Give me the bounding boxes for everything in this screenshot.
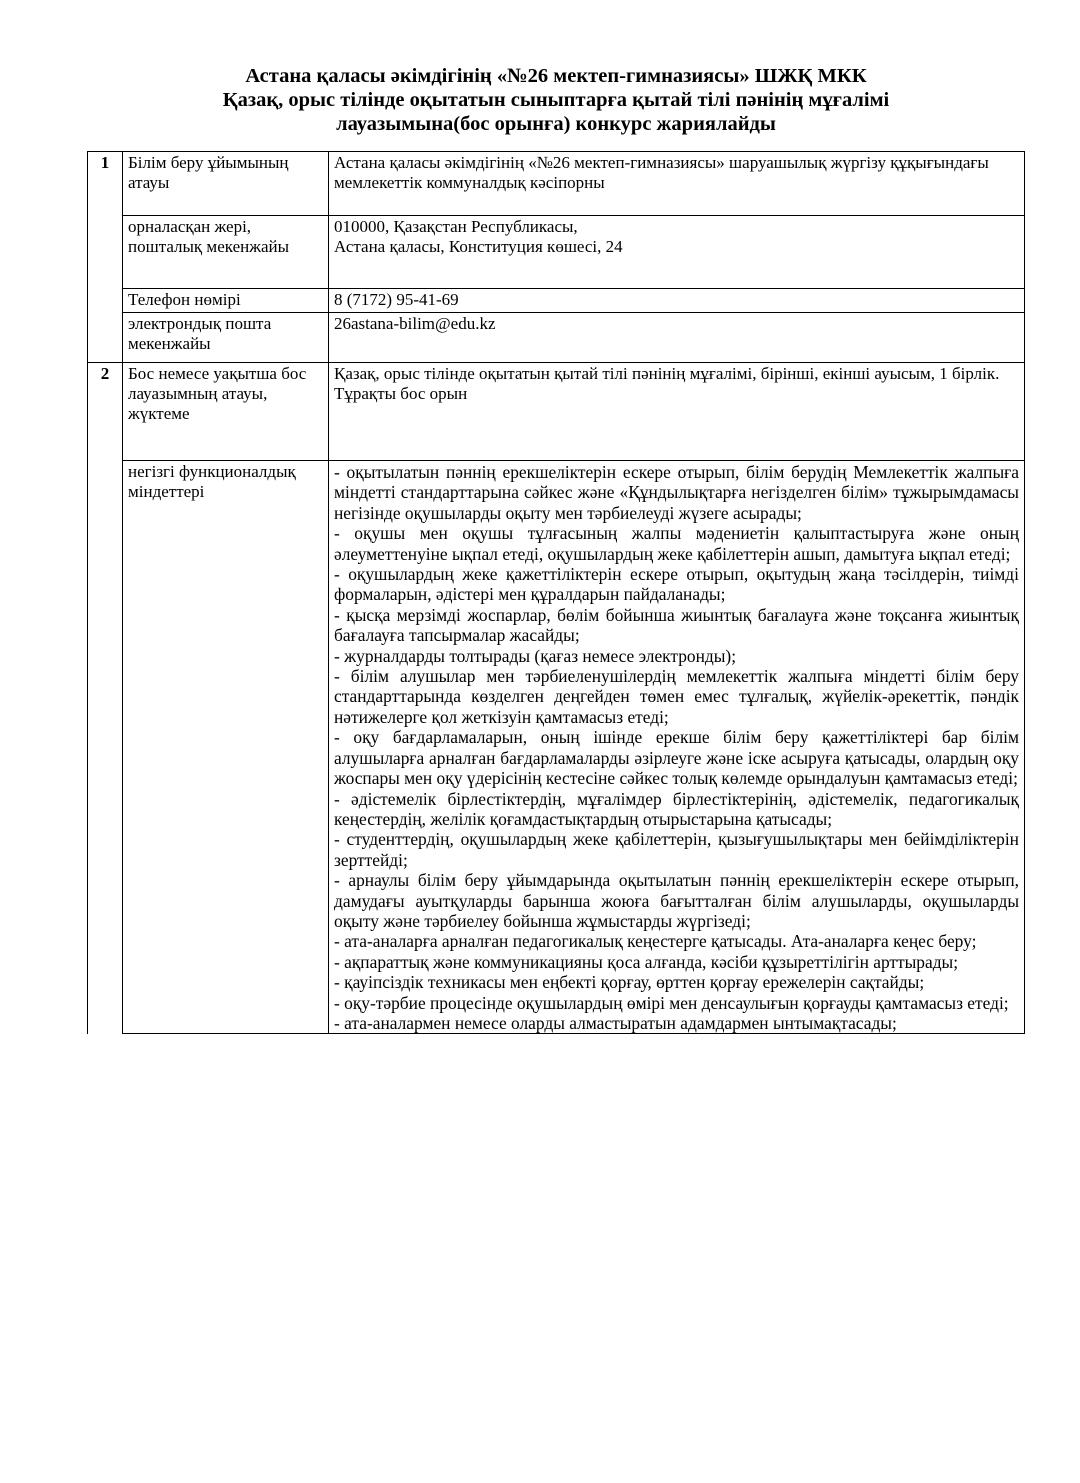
title-line-3: лауазымына(бос орынға) конкурс жариялайды bbox=[336, 113, 776, 135]
section-number-empty bbox=[88, 289, 123, 313]
position-line-1: Қазақ, орыс тілінде оқытатын қытай тілі пәнінің мұғалімі, бірінші, екінші ауысым, 1 бірлік. bbox=[334, 364, 1000, 383]
duty-item: - ақпараттық және коммуникацияны қоса алғанда, кәсіби құзыреттілігін арттырады; bbox=[334, 951, 959, 972]
table-row bbox=[88, 289, 1025, 313]
location-label: орналасқан жері, пошталық мекенжайы bbox=[123, 216, 329, 289]
duty-item: - ата-аналармен немесе оларды алмастыратын адамдармен ынтымақтасады; bbox=[334, 1012, 897, 1033]
vacancy-table bbox=[87, 151, 1025, 1034]
duty-item: - оқу бағдарламаларын, оның ішінде ерекше білім беру қажеттіліктері бар білім алушыларға арналған бағдарламаларды әзірлеуге және іске асыруға қатысады, олардың оқу жоспары мен оқу үдерісінің кестесіне сәйкес толық көлемде орындалуын қамтамасыз етеді; bbox=[334, 727, 1019, 789]
table-row bbox=[88, 461, 1025, 1034]
phone-label: Телефон нөмірі bbox=[123, 289, 329, 313]
table-row bbox=[88, 216, 1025, 289]
phone-value: 8 (7172) 95-41-69 bbox=[329, 289, 1025, 313]
section-number-empty bbox=[88, 216, 123, 289]
duty-item: - әдістемелік бірлестіктердің, мұғалімдер бірлестіктерінің, әдістемелік, педагогикалық кеңестердің, желілік қоғамдастықтардың отырыстарына қатысады; bbox=[334, 788, 1019, 829]
duty-item: - қауіпсіздік техникасы мен еңбекті қорғау, өрттен қорғау ережелерін сақтайды; bbox=[334, 972, 925, 993]
duty-item: - журналдарды толтырады (қағаз немесе электронды); bbox=[334, 645, 737, 666]
org-name-value: Астана қаласы әкімдігінің «№26 мектеп-гимназиясы» шаруашылық жүргізу құқығындағы мемлекеттік коммуналдық кәсіпорны bbox=[329, 152, 1025, 216]
title-line-1: Астана қаласы әкімдігінің «№26 мектеп-гимназиясы» ШЖҚ МКК bbox=[245, 65, 867, 87]
location-line-2: Астана қаласы, Конституция көшесі, 24 bbox=[334, 237, 623, 256]
duty-item: - оқушылардың жеке қажеттіліктерін ескере отырып, оқытудың жаңа тәсілдерін, тиімді формаларын, әдістері мен құралдарын пайдаланады; bbox=[334, 564, 1019, 605]
section-number: 1 bbox=[88, 152, 123, 216]
email-value: 26astana-bilim@edu.kz bbox=[329, 313, 1025, 363]
position-label: Бос немесе уақытша бос лауазымның атауы, жүктеме bbox=[123, 363, 329, 461]
location-line-1: 010000, Қазақстан Республикасы, bbox=[334, 217, 578, 236]
section-number: 2 bbox=[88, 363, 123, 461]
title-line-2: Қазақ, орыс тілінде оқытатын сыныптарға қытай тілі пәнінің мұғалімі bbox=[222, 89, 890, 111]
duties-list bbox=[329, 461, 1025, 1034]
duty-item: - ата-аналарға арналған педагогикалық кеңестерге қатысады. Ата-аналарға кеңес беру; bbox=[334, 931, 977, 952]
duty-item: - оқу-тәрбие процесінде оқушылардың өмірі мен денсаулығын қорғауды қамтамасыз етеді; bbox=[334, 992, 1009, 1013]
duty-item: - арнаулы білім беру ұйымдарында оқытылатын пәннің ерекшеліктерін ескере отырып, дамудағы ауытқуларды барынша жоюға бағытталған білім алушыларды, оқушыларды оқыту және тәрбиелеу бойынша жұмыстарды жүргізеді; bbox=[334, 870, 1019, 931]
position-line-2: Тұрақты бос орын bbox=[334, 384, 468, 403]
table-row bbox=[88, 363, 1025, 461]
table-row bbox=[88, 313, 1025, 363]
email-label: электрондық пошта мекенжайы bbox=[123, 313, 329, 363]
page-title bbox=[86, 64, 1026, 136]
section-number-empty bbox=[88, 461, 123, 1034]
position-value bbox=[329, 363, 1025, 461]
table-row bbox=[88, 152, 1025, 216]
duties-label: негізгі функционалдық міндеттері bbox=[123, 461, 329, 1034]
duty-item: - студенттердің, оқушылардың жеке қабілеттерін, қызығушылықтары мен бейімділіктерін зерттейді; bbox=[334, 829, 1019, 870]
duty-item: - қысқа мерзімді жоспарлар, бөлім бойынша жиынтық бағалауға және тоқсанға жиынтық бағалауға тапсырмалар жасайды; bbox=[334, 604, 1019, 646]
duty-item: - оқушы мен оқушы тұлғасының жалпы мәдениетін қалыптастыруға және оның әлеуметтенуіне ықпал етеді, оқушылардың жеке қабілеттерін ашып, дамытуға ықпал етеді; bbox=[334, 523, 1019, 564]
duty-item: - білім алушылар мен тәрбиеленушілердің мемлекеттік жалпыға міндетті білім беру стандарттарында көзделген деңгейден төмен емес тұлғалық, жүйелік-әрекеттік, пәндік нәтижелерге қол жеткізуін қамтамасыз етеді; bbox=[334, 666, 1019, 727]
duty-item: - оқытылатын пәннің ерекшеліктерін ескере отырып, білім берудің Мемлекеттік жалпыға міндетті стандарттарына сәйкес және «Құндылықтарға негізделген білім» тұжырымдамасы негізінде оқушыларды оқыту мен тәрбиелеуді жүзеге асырады; bbox=[334, 462, 1019, 523]
section-number-empty bbox=[88, 313, 123, 363]
org-name-label: Білім беру ұйымының атауы bbox=[123, 152, 329, 216]
location-value bbox=[329, 216, 1025, 289]
